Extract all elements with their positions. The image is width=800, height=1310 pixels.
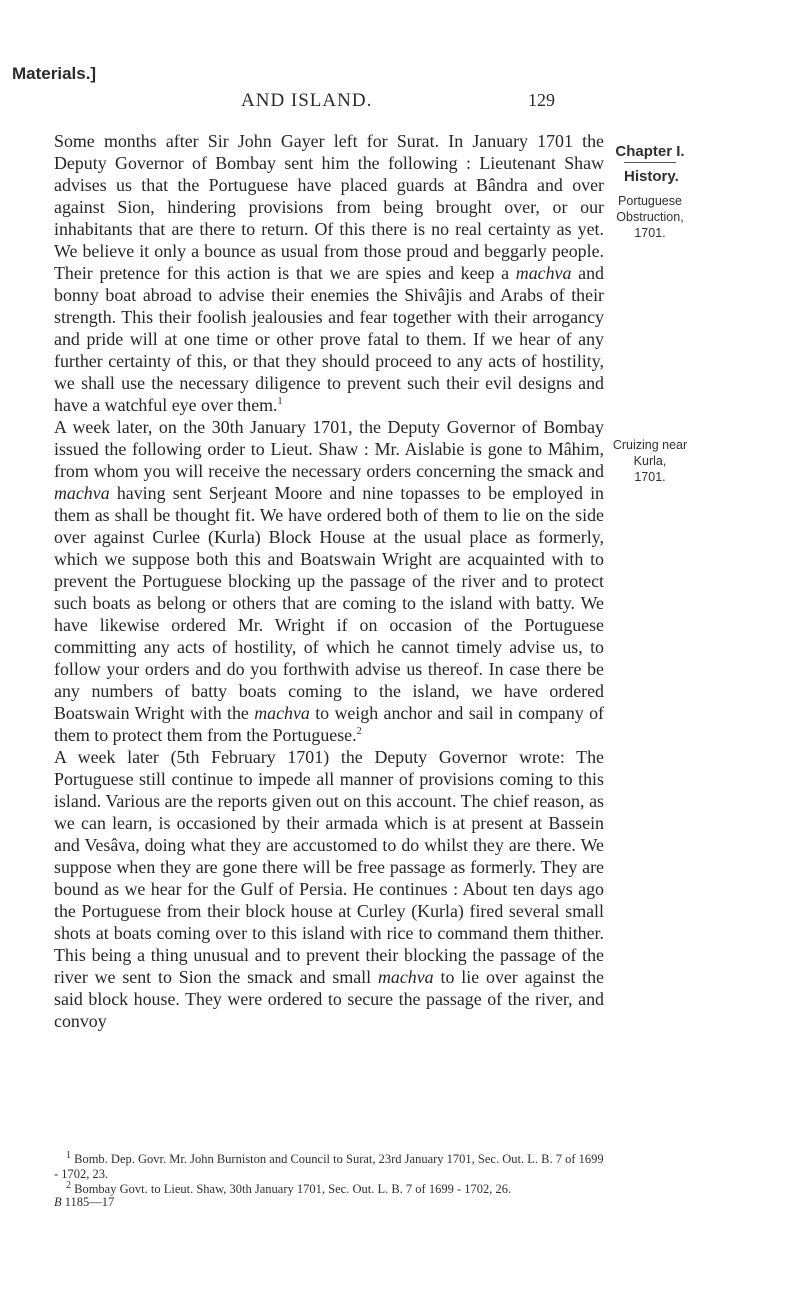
printer-signature: B 1185—17 [54, 1195, 115, 1209]
footnotes [54, 1149, 604, 1197]
footnote-ref-1[interactable]: 1 [277, 396, 283, 408]
paragraph-1: Some months after Sir John Gayer left for Surat. In January 1701 the Deputy Governor of Bombay sent him the following : Lieutenant Shaw advises us that the Portuguese have placed guards at Bândra and over against Sion, hindering provisions from being brought over, or our inhabitants that are there to return. Of this there is no real certainty as yet. We believe it only a bounce as usual from those proud and beggarly people. Their pretence for this action is that we are spies and keep a machva and bonny boat abroad to advise their enemies the Shivâjis and Arabs of their strength. This their foolish jealousies and fear together with their arrogancy and pride will at one time or other prove fatal to them. If we hear of any further certainty of this, or that they should proceed to any acts of hostility, we shall use the necessary diligence to prevent such their evil designs and have a watchful eye over them.$^1$ [54, 131, 604, 415]
margin-note-cruizing: Cruizing near Kurla, 1701. [612, 438, 688, 484]
margin-history-label: History. [624, 162, 676, 187]
body-text [54, 130, 604, 1032]
margin-chapter-label: Chapter I. [615, 143, 685, 160]
footnote-1: $^1$ Bomb. Dep. Govr. Mr. John Burniston and Council to Surat, 23rd January 1701, Sec. Out. L. B. 7 of 1699 - 1702, 23. [54, 1149, 604, 1181]
page-number: 129 [528, 90, 555, 110]
running-header-title: AND ISLAND. [241, 90, 373, 111]
footnote-ref-2[interactable]: 2 [356, 726, 362, 738]
margin-note-history [610, 142, 690, 241]
paragraph-2: A week later, on the 30th January 1701, the Deputy Governor of Bombay issued the following order to Lieut. Shaw : Mr. Aislabie is gone to Mâhim, from whom you will receive the necessary orders concerning the smack and machva having sent Serjeant Moore and nine topasses to be employed in them as shall be thought fit. We have ordered both of them to lie on the side over against Curlee (Kurla) Block House at the usual place as formerly, which we suppose both this and Boatswain Wright are acquainted with to prevent the Portuguese blocking up the passage of the river and to protect such boats as belong or others that are coming to the island with batty. We have likewise ordered Mr. Wright if on occasion of the Portuguese committing any acts of hostility, of which he cannot timely advise us, to follow your orders and do you forthwith advise us thereof. In case there be any numbers of batty boats coming to the island, we have ordered Boatswain Wright with the machva to weigh anchor and sail in company of them to protect them from the Portuguese.$^2$ [54, 417, 604, 745]
running-header-section: Materials.] [12, 64, 97, 83]
paragraph-3: A week later (5th February 1701) the Deputy Governor wrote: The Portuguese still continue to impede all manner of provisions coming to this island. Various are the reports given out on this account. The chief reason, as we can learn, is occasioned by their armada which is at present at Bassein and Vesâva, doing what they are accustomed to do whilst they are there. We suppose when they are gone there will be free passage as formerly. They are bound as we hear for the Gulf of Persia. He continues : About ten days ago the Portuguese from their block house at Curley (Kurla) fired several small shots at boats coming over to this island with rice to command them thither. This being a thing unusual and to prevent their blocking the passage of the river we sent to Sion the smack and small machva to lie over against the said block house. They were ordered to secure the passage of the river, and convoy [54, 747, 604, 1031]
margin-note-obstruction: Portuguese Obstruction, 1701. [616, 194, 684, 240]
footnote-2: $^2$ Bombay Govt. to Lieut. Shaw, 30th January 1701, Sec. Out. L. B. 7 of 1699 - 1702, 26. [66, 1179, 512, 1196]
